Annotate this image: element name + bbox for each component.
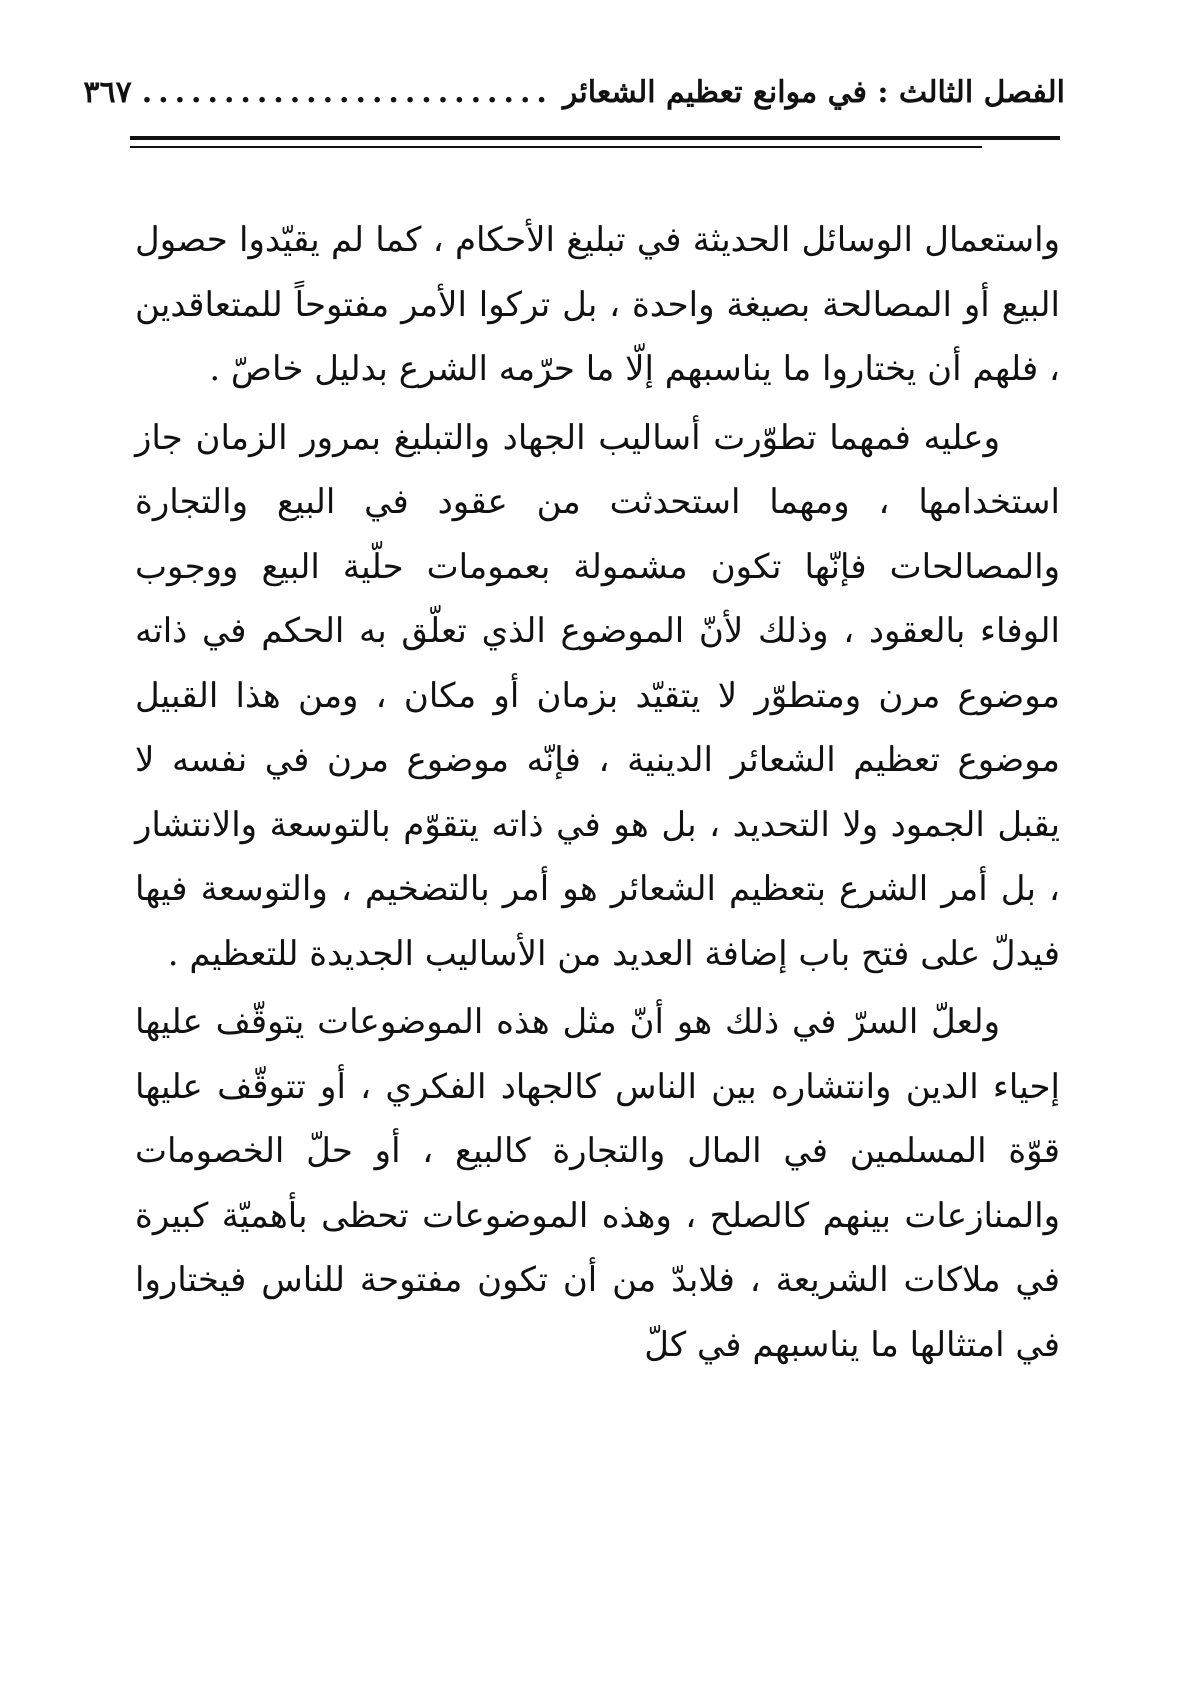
paragraph-1: واستعمال الوسائل الحديثة في تبليغ الأحكام ، كما لم يقيّدوا حصول البيع أو المصالحة بصيغة واحدة ، بل تركوا الأمر مفتوحاً للمتعاقدين ، فلهم أن يختاروا ما يناسبهم إلّا ما حرّمه الشرع بدليل خاصّ . [135, 220, 1060, 389]
page-number: ٣٦٧ [83, 74, 132, 110]
header-rule-thin [130, 146, 982, 148]
body-text [135, 208, 1060, 1377]
paragraph-3: ولعلّ السرّ في ذلك هو أنّ مثل هذه الموضوعات يتوقّف عليها إحياء الدين وانتشاره بين الناس كالجهاد الفكري ، أو تتوقّف عليها قوّة المسلمين في المال والتجارة كالبيع ، أو حلّ الخصومات والمنازعات بينهم كالصلح ، وهذه الموضوعات تحظى بأهميّة كبيرة في ملاكات الشريعة ، فلابدّ من أن تكون مفتوحة للناس فيختاروا في امتثالها ما يناسبهم في كلّ [135, 1002, 1060, 1365]
paragraph-2: وعليه فمهما تطوّرت أساليب الجهاد والتبليغ بمرور الزمان جاز استخدامها ، ومهما استحدثت من عقود في البيع والتجارة والمصالحات فإنّها تكون مشمولة بعمومات حلّية البيع ووجوب الوفاء بالعقود ، وذلك لأنّ الموضوع الذي تعلّق به الحكم في ذاته موضوع مرن ومتطوّر لا يتقيّد بزمان أو مكان ، ومن هذا القبيل موضوع تعظيم الشعائر الدينية ، فإنّه موضوع مرن في نفسه لا يقبل الجمود ولا التحديد ، بل هو في ذاته يتقوّم بالتوسعة والانتشار ، بل أمر الشرع بتعظيم الشعائر هو أمر بالتضخيم ، والتوسعة فيها فيدلّ على فتح باب إضافة العديد من الأساليب الجديدة للتعظيم . [135, 417, 1060, 974]
running-header [83, 62, 1065, 122]
dot-leader: ......................... [141, 74, 553, 110]
header-rule-thick [130, 136, 1060, 140]
chapter-title: الفصل الثالث : في موانع تعظيم الشعائر [562, 74, 1065, 110]
